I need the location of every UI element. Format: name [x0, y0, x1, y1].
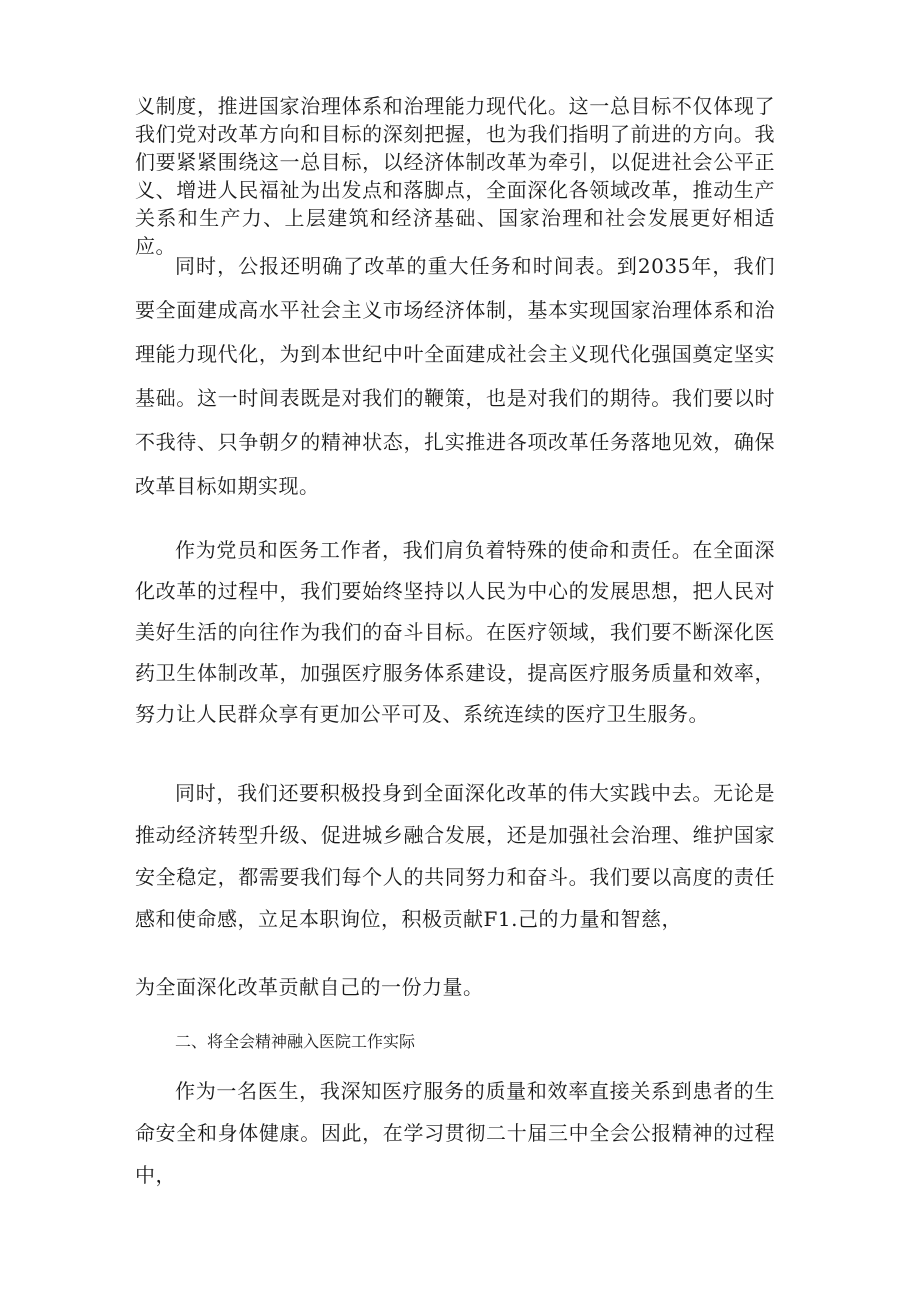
section-heading: 二、将全会精神融入医院工作实际 [175, 1032, 416, 1051]
paragraph-2: 同时，公报还明确了改革的重大任务和时间表。到2035年，我们要全面建成高水平社会主义市场经济体制，基本实现国家治理体系和治理能力现代化，为到本世纪中叶全面建成社会主义现代化强国奠定坚实基础。这一时间表既是对我们的鞭策，也是对我们的期待。我们要以时不我待、只争朝夕的精神状态，扎实推进各项改革任务落地见效，确保改革目标如期实现。 [135, 254, 775, 498]
paragraph-4-tail: 为全面深化改革贡献自己的一份力量。 [135, 975, 484, 999]
paragraph-4: 同时，我们还要积极投身到全面深化改革的伟大实践中去。无论是推动经济转型升级、促进城乡融合发展，还是加强社会治理、维护国家安全稳定，都需要我们每个人的共同努力和奋斗。我们要以高度的责任感和使命感，立足本职询位，积极贡献F1.己的力量和智慈， [135, 781, 775, 931]
paragraph-5: 作为一名医生，我深知医疗服务的质量和效率直接关系到患者的生命安全和身体健康。因此，在学习贯彻二十届三中全会公报精神的过程中， [135, 1079, 775, 1187]
paragraph-1: 义制度，推进国家治理体系和治理能力现代化。这一总目标不仅体现了我们党对改革方向和目标的深刻把握，也为我们指明了前进的方向。我们要紧紧围绕这一总目标，以经济体制改革为牵引，以促进社会公平正义、增进人民福祉为出发点和落脚点，全面深化各领域改革，推动生产关系和生产力、上层建筑和经济基础、国家治理和社会发展更好相适应。 [135, 94, 775, 258]
paragraph-3: 作为党员和医务工作者，我们肩负着特殊的使命和责任。在全面深化改革的过程中，我们要始终坚持以人民为中心的发展思想，把人民对美好生活的向往作为我们的奋斗目标。在医疗领域，我们要不断深化医药卫生体制改革，加强医疗服务体系建设，提高医疗服务质量和效率，努力让人民群众享有更加公平可及、系统连续的医疗卫生服务。 [135, 538, 775, 726]
